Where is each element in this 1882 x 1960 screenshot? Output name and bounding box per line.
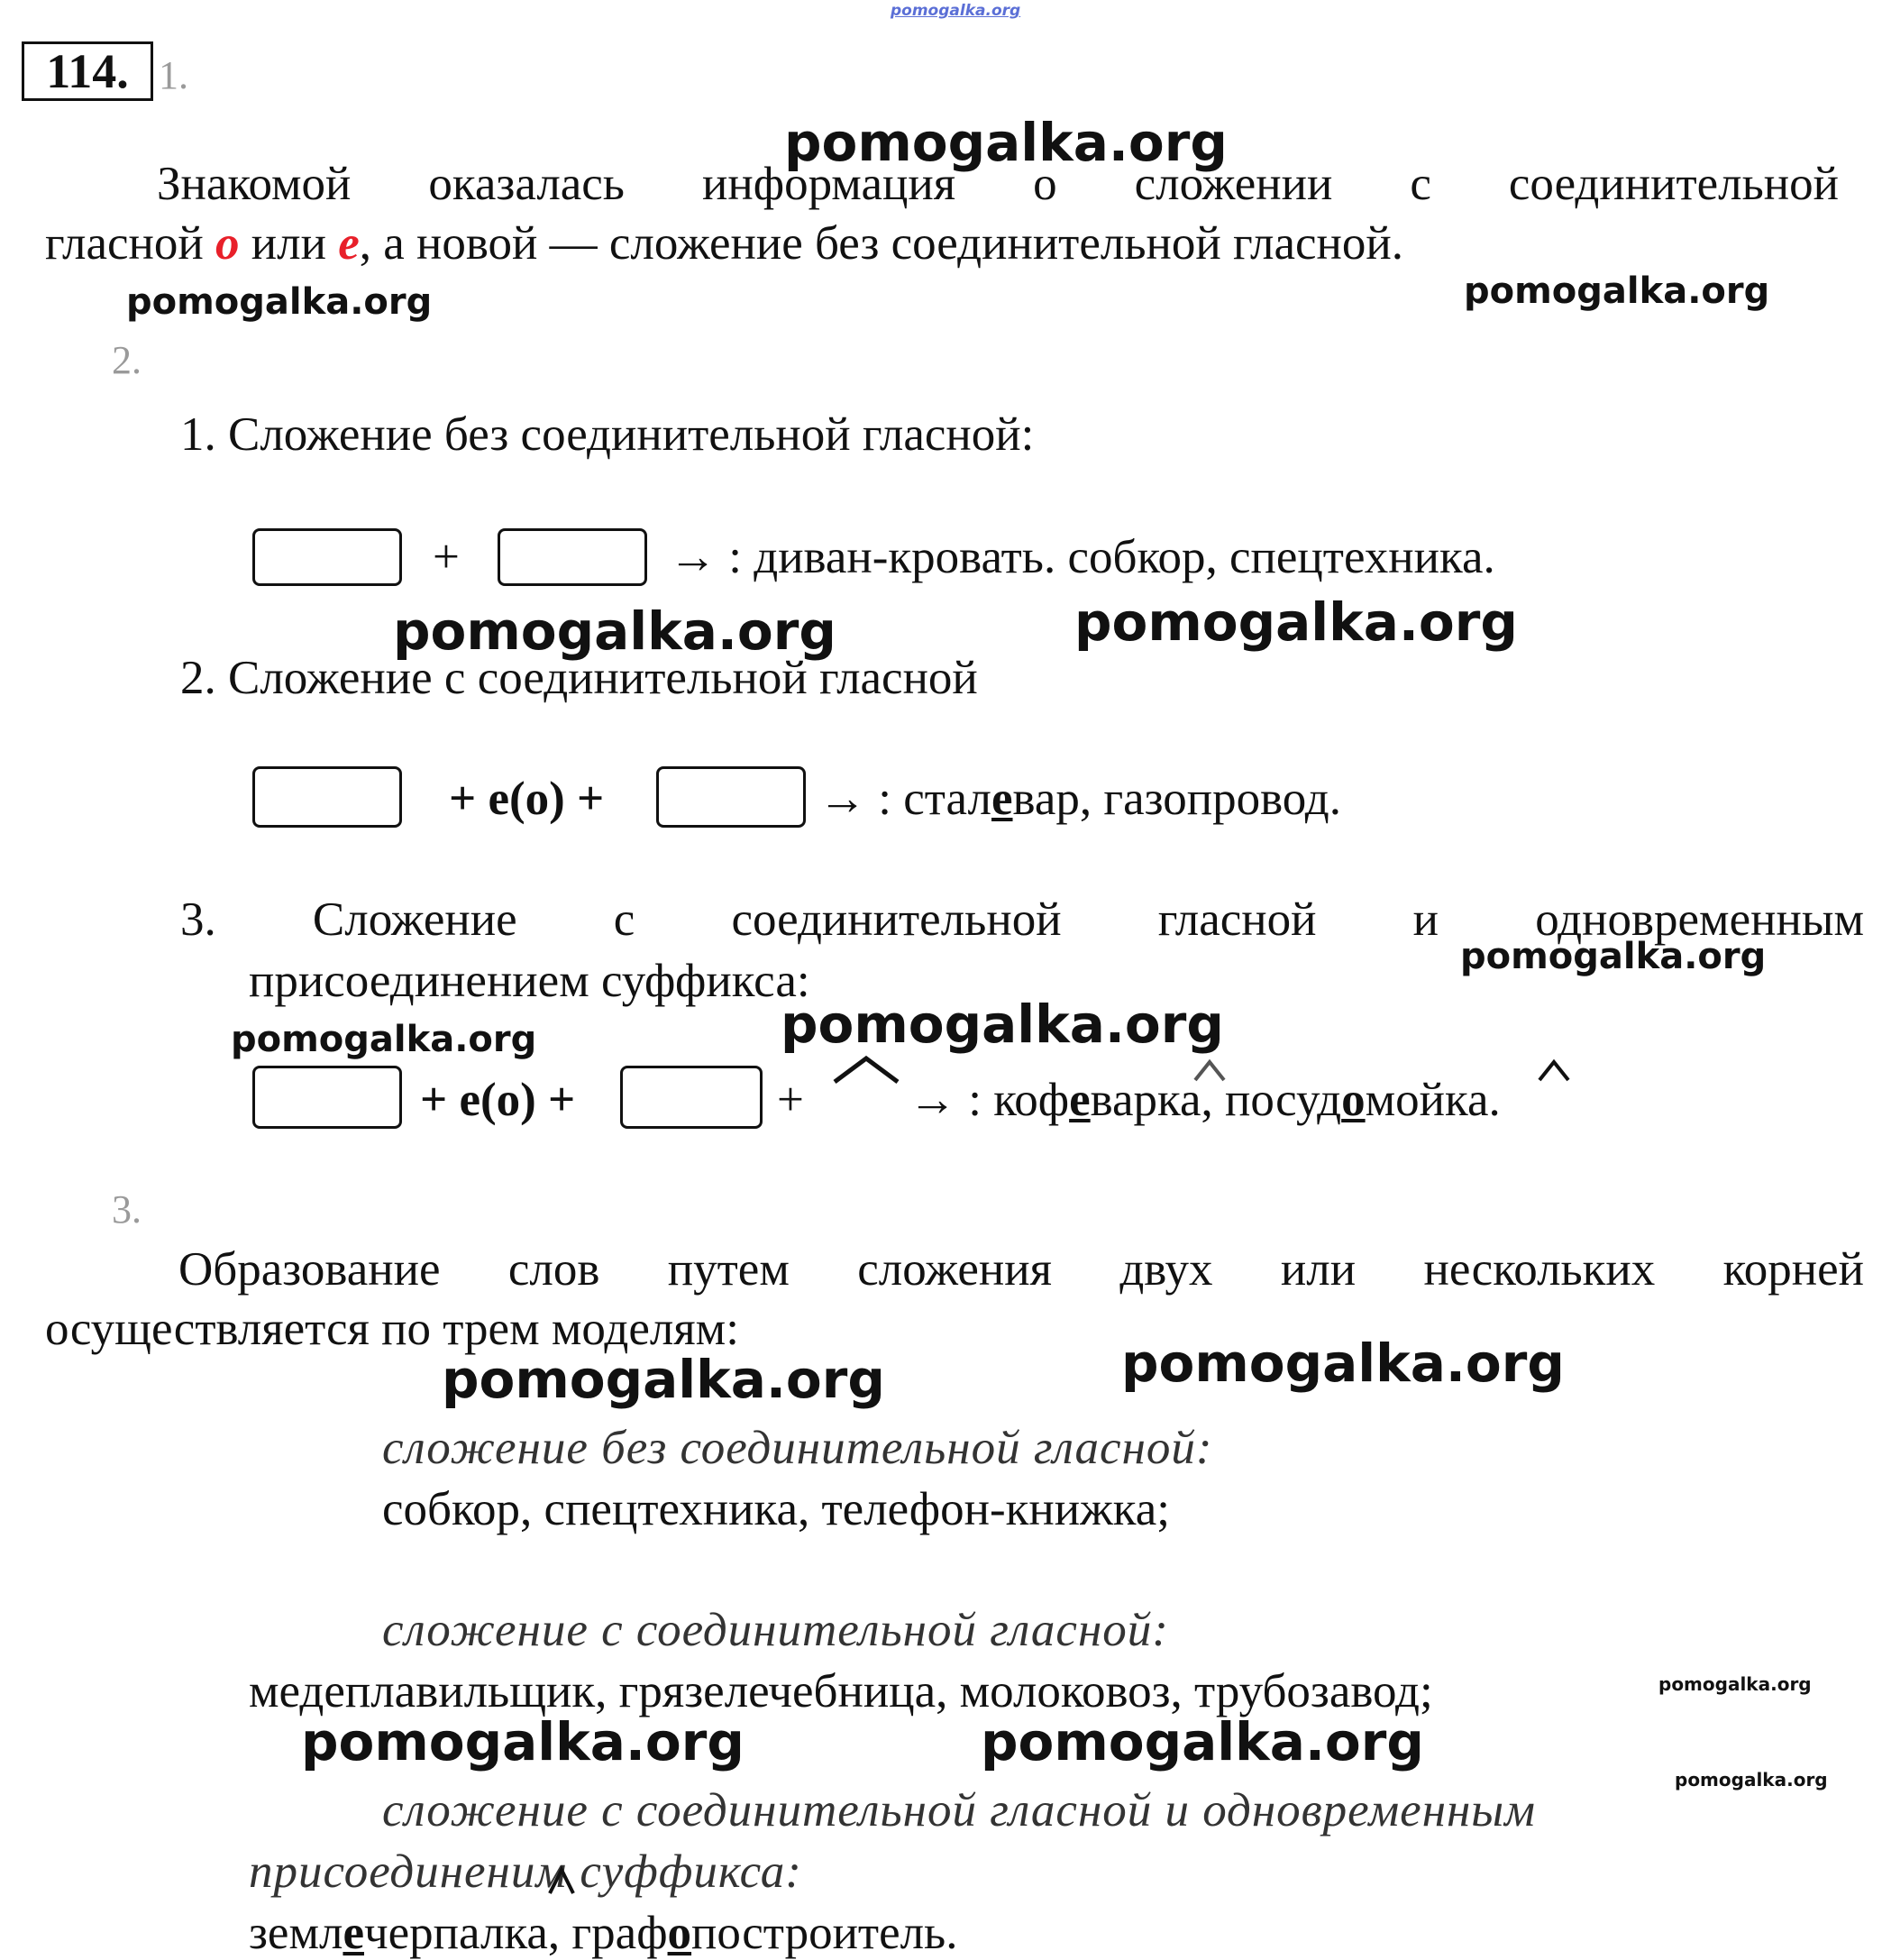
morpheme-box-root — [252, 528, 402, 586]
plus-sign: + — [777, 1074, 804, 1126]
item-1-examples: → : диван-кровать. собкор, спецтехника. — [669, 531, 1495, 583]
suffix-icon — [1192, 1058, 1228, 1084]
morpheme-box-root — [252, 766, 402, 828]
suffix-icon — [1536, 1058, 1572, 1084]
suffix-icon — [831, 1053, 901, 1085]
model-1-title: сложение без соединительной гласной: — [382, 1422, 1213, 1474]
task-number: 114. — [22, 41, 153, 101]
vowel-o: о — [215, 217, 240, 270]
morpheme-box-root — [620, 1066, 763, 1129]
section-3-intro-line-2: осуществляется по трем моделям: — [45, 1303, 739, 1355]
watermark: pomogalka.org — [442, 1349, 885, 1410]
model-3-title-line-2: присоединеним суффикса: — [249, 1846, 802, 1898]
underlined-vowel: о — [667, 1907, 692, 1959]
watermark: pomogalka.org — [393, 600, 836, 662]
vowel-e: е — [338, 217, 360, 270]
suffix-icon — [546, 1866, 577, 1897]
text-fragment: черпалка, граф — [363, 1907, 668, 1959]
underlined-vowel: е — [1069, 1074, 1091, 1126]
section-1-line-2 — [45, 217, 1403, 270]
watermark: pomogalka.org — [1121, 1333, 1565, 1394]
section-2-number: 2. — [112, 338, 142, 382]
model-2-examples: медеплавильщик, грязелечебница, молоковоз, трубозавод; — [249, 1665, 1433, 1717]
watermark: pomogalka.org — [1675, 1769, 1828, 1791]
text-fragment: → : стал — [818, 773, 991, 825]
morpheme-box-root — [656, 766, 806, 828]
underlined-vowel: е — [991, 773, 1013, 825]
watermark: pomogalka.org — [781, 994, 1224, 1055]
section-1-line-1: Знакомой оказалась информация о сложении с соединительной — [157, 158, 1839, 210]
section-3-intro-line-1: Образование слов путем сложения двух или нескольких корней — [178, 1243, 1864, 1296]
text-fragment: вар, газопровод. — [1012, 773, 1341, 825]
text-fragment: варка, посуд — [1090, 1074, 1342, 1126]
watermark: pomogalka.org — [1460, 936, 1767, 977]
morpheme-box-root — [498, 528, 647, 586]
watermark: pomogalka.org — [981, 1711, 1424, 1772]
item-2-title: 2. Сложение с соединительной гласной — [180, 652, 978, 704]
watermark: pomogalka.org — [1464, 270, 1770, 312]
item-3-title-line-1: 3. Сложение с соединительной гласной и одновременным — [180, 893, 1864, 946]
model-2-title: сложение с соединительной гласной: — [382, 1604, 1169, 1656]
watermark: pomogalka.org — [301, 1711, 745, 1772]
item-2-examples — [818, 775, 1341, 823]
item-3-title-line-2: присоединением суффикса: — [249, 955, 810, 1007]
section-3-number: 3. — [112, 1187, 142, 1232]
text-fragment: мойка. — [1365, 1074, 1501, 1126]
watermark: pomogalka.org — [126, 281, 433, 323]
text-fragment: или — [239, 217, 339, 270]
connecting-vowel-formula: + е(о) + — [420, 1074, 576, 1126]
connecting-vowel-formula: + е(о) + — [449, 773, 605, 825]
watermark: pomogalka.org — [1074, 591, 1518, 653]
underlined-vowel: о — [1341, 1074, 1366, 1126]
watermark: pomogalka.org — [1658, 1673, 1812, 1695]
model-3-examples — [249, 1907, 958, 1959]
text-fragment: гласной — [45, 217, 216, 270]
watermark: pomogalka.org — [231, 1019, 537, 1060]
item-1-title: 1. Сложение без соединительной гласной: — [180, 408, 1035, 461]
text-fragment: , а новой — сложение без соединительной гласной. — [359, 217, 1403, 270]
section-1-number: 1. — [159, 53, 188, 97]
top-watermark: pomogalka.org — [891, 2, 1021, 20]
underlined-vowel: е — [343, 1907, 364, 1959]
watermark: pomogalka.org — [784, 112, 1228, 173]
plus-sign: + — [433, 531, 460, 583]
text-fragment: земл — [249, 1907, 343, 1959]
text-fragment: → : коф — [909, 1074, 1070, 1126]
morpheme-box-root — [252, 1066, 402, 1129]
text-fragment: построитель. — [691, 1907, 958, 1959]
model-3-title-line-1: сложение с соединительной гласной и одновременным — [382, 1784, 1537, 1836]
model-1-examples: собкор, спецтехника, телефон-книжка; — [382, 1483, 1170, 1535]
